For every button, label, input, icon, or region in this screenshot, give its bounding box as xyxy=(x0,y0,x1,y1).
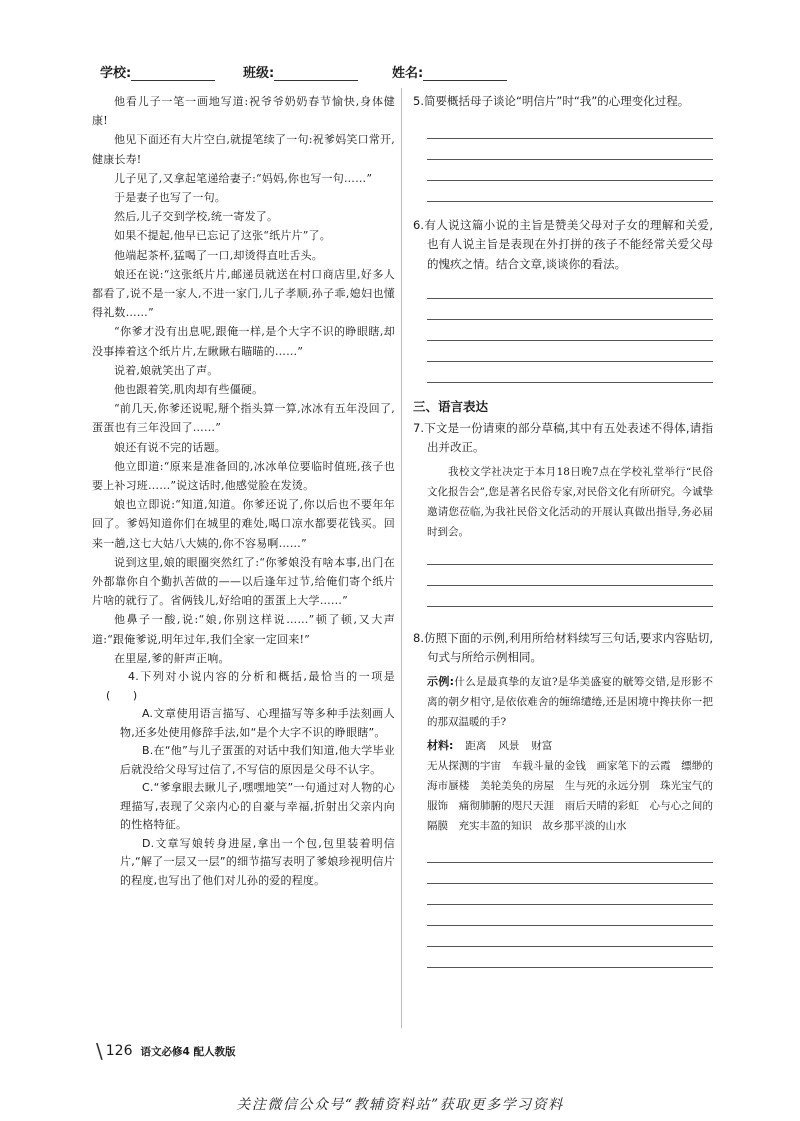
question-6-stem: 6.有人说这篇小说的主旨是赞美父母对子女的理解和关爱,也有人说主旨是表现在外打拼的孩子不能经常关爱父母的愧疚之情。结合文章,谈谈你的看法。 xyxy=(413,217,713,271)
answer-line[interactable] xyxy=(427,565,713,586)
story-paragraph: 说着,娘就笑出了声。 xyxy=(114,363,219,377)
option-a[interactable]: A.文章使用语言描写、心理描写等多种手法刻画人物,还多处使用修辞手法,如“是个大字不识的睁眼瞎”。 xyxy=(120,707,395,739)
answer-area-5[interactable] xyxy=(427,118,713,202)
answer-line[interactable] xyxy=(427,160,713,181)
page-number: 126 xyxy=(105,1043,133,1059)
invitation-draft: 我校文学社决定于本月18日晚7点在学校礼堂举行“民俗文化报告会”,您是著名民俗专家,对民俗文化有所研究。今诚挚邀请您莅临,为我社民俗文化活动的开展认真做出指导,务必届时到会。 xyxy=(427,465,713,538)
material-phrases: 无从探测的宇宙 车载斗量的金钱 画家笔下的云霞 缥缈的海市蜃楼 美轮美奂的房屋 生与死的永远分别 珠光宝气的服饰 痛彻肺腑的咫尺天涯 雨后天晴的彩虹 心与心之间的隔膜 充实丰盈的知识 故乡那平淡的山水 xyxy=(427,759,713,832)
answer-line[interactable] xyxy=(427,320,713,341)
story-paragraph: 他看儿子一笔一画地写道:祝爷爷奶奶春节愉快,身体健康! xyxy=(92,95,395,128)
answer-line[interactable] xyxy=(427,118,713,139)
question-8-stem: 8.仿照下面的示例,利用所给材料续写三句话,要求内容贴切,句式与所给示例相同。 xyxy=(413,630,713,664)
material-item: 距离 xyxy=(465,739,487,752)
story-paragraph: 于是妻子也写了一句。 xyxy=(114,191,226,205)
question-6 xyxy=(413,216,713,384)
story-paragraph: 娘也立即说:“知道,知道。你爹还说了,你以后也不要年年回了。爹妈知道你们在城里的难处,喝口凉水都要花钱买。回来一趟,这七大姑八大姨的,你不容易啊……” xyxy=(92,498,395,550)
story-paragraph: 他鼻子一酸,说:“娘,你别这样说……”顿了顿,又大声道:“跟俺爹说,明年过年,我们全家一定回来!” xyxy=(92,613,395,646)
story-paragraph: 如果不提起,他早已忘记了这张“纸片片”了。 xyxy=(114,229,331,243)
story-paragraph: 他立即道:“原来是准备回的,冰冰单位要临时值班,孩子也要上补习班……”说这话时,他感觉脸在发烫。 xyxy=(92,459,395,493)
answer-line[interactable] xyxy=(427,299,713,320)
school-blank[interactable] xyxy=(131,66,215,81)
column-divider xyxy=(401,88,402,1028)
name-field xyxy=(392,62,507,81)
answer-line[interactable] xyxy=(427,947,713,968)
story-paragraph: 他也跟着笑,肌肉却有些僵硬。 xyxy=(114,383,264,397)
answer-line[interactable] xyxy=(427,181,713,202)
answer-line[interactable] xyxy=(427,842,713,863)
section-heading: 三、语言表达 xyxy=(413,399,489,414)
materials-label: 材料: xyxy=(427,738,454,752)
story-paragraph: 儿子见了,又拿起笔递给妻子:“妈妈,你也写一句……” xyxy=(114,171,373,185)
example-text: 什么是最真挚的友谊?是华美盛宴的觥筹交错,是形影不离的朝夕相守,是依依难舍的缠绵缱绻,还是困境中搀扶你一把的那双温暖的手? xyxy=(427,675,713,728)
option-d[interactable]: D.文章写娘转身进屋,拿出一个包,包里装着明信片,“解了一层又一层”的细节描写表明了爹娘珍视明信片的程度,也写出了他们对儿孙的爱的程度。 xyxy=(120,836,395,887)
story-paragraph: 娘还有说不完的话题。 xyxy=(114,440,226,454)
student-info-header xyxy=(100,62,700,84)
material-item: 财富 xyxy=(531,739,553,752)
example xyxy=(427,672,713,732)
right-column xyxy=(413,92,713,968)
answer-line[interactable] xyxy=(427,926,713,947)
story-text xyxy=(92,92,395,668)
story-paragraph: 他端起茶杯,猛喝了一口,却烫得直吐舌头。 xyxy=(114,248,323,262)
option-b[interactable]: B.在“他”与儿子蛋蛋的对话中我们知道,他大学毕业后就没给父母写过信了,不写信的原因是父母不认字。 xyxy=(120,744,395,776)
question-5 xyxy=(413,92,713,202)
answer-line[interactable] xyxy=(427,362,713,383)
story-paragraph: 他见下面还有大片空白,就提笔续了一句:祝爹妈笑口常开,健康长寿! xyxy=(92,133,395,166)
left-column xyxy=(92,92,395,890)
answer-area-8[interactable] xyxy=(427,842,713,968)
name-blank[interactable] xyxy=(423,66,507,81)
class-field xyxy=(243,62,358,81)
answer-line[interactable] xyxy=(427,863,713,884)
school-label: 学校: xyxy=(100,66,132,81)
story-paragraph: “你爹才没有出息呢,跟俺一样,是个大字不识的睁眼瞎,却没事捧着这个纸片片,左瞅瞅右瞄瞄的……” xyxy=(92,325,395,358)
name-label: 姓名: xyxy=(392,66,424,81)
story-paragraph: 在里屋,爹的鼾声正响。 xyxy=(114,651,230,665)
option-c[interactable]: C.“爹拿眼去瞅儿子,嘿嘿地笑”一句通过对人物的心理描写,表现了父亲内心的自豪与幸福,折射出父亲内向的性格特征。 xyxy=(120,781,395,832)
story-paragraph: 娘还在说:“这张纸片片,邮递员就送在村口商店里,好多人都看了,说不是一家人,不进一家门,儿子孝顺,孙子乖,媳妇也懂得礼数……” xyxy=(92,267,395,320)
answer-line[interactable] xyxy=(427,544,713,565)
answer-line[interactable] xyxy=(427,905,713,926)
story-paragraph: 然后,儿子交到学校,统一寄发了。 xyxy=(114,210,279,224)
answer-line[interactable] xyxy=(427,278,713,299)
question-7 xyxy=(413,419,713,607)
question-4 xyxy=(92,668,395,890)
question-8 xyxy=(413,629,713,968)
example-label: 示例: xyxy=(427,674,455,688)
answer-line[interactable] xyxy=(427,341,713,362)
page-footer xyxy=(96,1040,235,1062)
class-label: 班级: xyxy=(243,66,275,81)
school-field xyxy=(100,62,215,81)
answer-area-7[interactable] xyxy=(427,544,713,607)
class-blank[interactable] xyxy=(274,66,358,81)
promo-footer: 关注微信公众号“教辅资料站”获取更多学习资料 xyxy=(236,1097,564,1113)
answer-line[interactable] xyxy=(427,884,713,905)
answer-line[interactable] xyxy=(427,586,713,607)
slash-mark: \ xyxy=(96,1039,103,1063)
question-7-stem: 7.下文是一份请柬的部分草稿,其中有五处表述不得体,请指出并改正。 xyxy=(413,420,713,454)
story-paragraph: “前几天,你爹还说呢,掰个指头算一算,冰冰有五年没回了,蛋蛋也有三年没回了……” xyxy=(92,402,395,435)
material-item: 风景 xyxy=(498,739,520,752)
materials xyxy=(427,736,713,756)
book-title: 语文必修4 配人教版 xyxy=(140,1045,236,1058)
question-5-stem: 5.简要概括母子谈论“明信片”时“我”的心理变化过程。 xyxy=(413,94,690,108)
question-4-stem: 4.下列对小说内容的分析和概括,最恰当的一项是( ) xyxy=(106,670,395,702)
answer-area-6[interactable] xyxy=(427,278,713,383)
answer-line[interactable] xyxy=(427,139,713,160)
story-paragraph: 说到这里,娘的眼圈突然红了:“你爹娘没有啥本事,出门在外都靠你自个勤扒苦做的——以后逢年过节,给俺们寄个纸片片啥的就行了。省俩钱儿,好给咱的蛋蛋上大学……” xyxy=(92,555,395,608)
